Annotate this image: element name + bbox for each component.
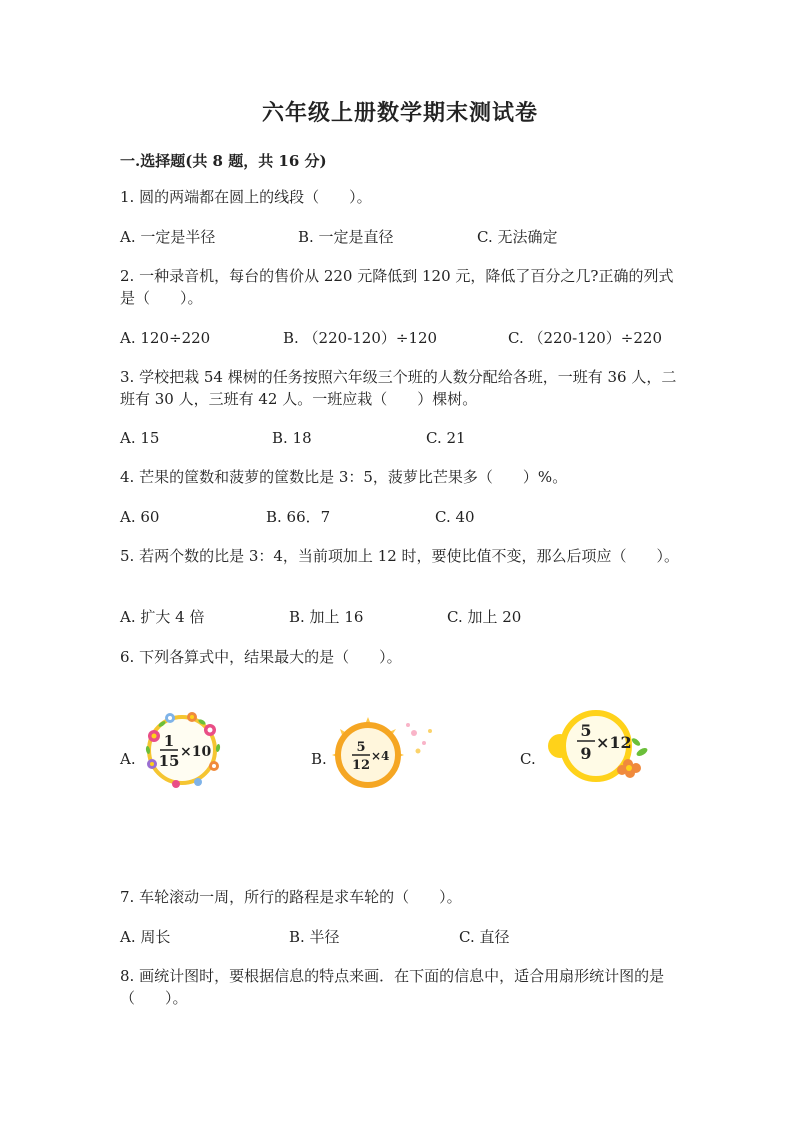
question-6: 6. 下列各算式中，结果最大的是（ ）。 [120, 648, 402, 666]
question-2: 2. 一种录音机，每台的售价从 220 元降低到 120 元，降低了百分之几?正确的列式是（ ）。 [120, 267, 674, 307]
question-8: 8. 画统计图时，要根据信息的特点来画．在下面的信息中，适合用扇形统计图的是（ ）。 [120, 967, 665, 1007]
q7-option-a[interactable]: A. 周长 [120, 928, 171, 946]
fraction-c-denominator: 9 [580, 744, 592, 763]
question-4: 4. 芒果的筐数和菠萝的筐数比是 3：5，菠萝比芒果多（ ）%。 [120, 468, 568, 486]
question-5: 5. 若两个数的比是 3：4，当前项加上 12 时，要使比值不变，那么后项应（ ）。 [120, 547, 680, 565]
q6-option-b[interactable]: B. [311, 750, 327, 768]
q2-option-b[interactable]: B. （220-120）÷120 [283, 329, 438, 347]
q6-option-c[interactable]: C. [520, 750, 536, 768]
page-title: 六年级上册数学期末测试卷 [261, 100, 538, 126]
fraction-c-numerator: 5 [580, 721, 592, 740]
q4-option-c[interactable]: C. 40 [435, 508, 475, 526]
q6-expression-c-image[interactable] [546, 706, 658, 790]
question-1: 1. 圆的两端都在圆上的线段（ ）。 [120, 188, 372, 206]
expression-c-multiplier: ×12 [596, 733, 632, 752]
q2-option-a[interactable]: A. 120÷220 [120, 329, 211, 347]
q1-option-c[interactable]: C. 无法确定 [477, 228, 558, 246]
fraction-b-numerator: 5 [356, 740, 366, 755]
section-heading: 一.选择题(共 8 题，共 16 分) [120, 152, 327, 170]
q2-option-c[interactable]: C. （220-120）÷220 [508, 329, 663, 347]
q3-option-b[interactable]: B. 18 [272, 429, 312, 447]
q6-option-a[interactable]: A. [120, 750, 136, 768]
q5-option-a[interactable]: A. 扩大 4 倍 [120, 608, 205, 626]
expression-a-multiplier: ×10 [180, 744, 212, 760]
q7-option-c[interactable]: C. 直径 [459, 928, 510, 946]
fraction-a-numerator: 1 [163, 732, 175, 750]
q6-expression-a-image[interactable] [140, 706, 224, 790]
q3-option-a[interactable]: A. 15 [120, 429, 160, 447]
question-3: 3. 学校把栽 54 棵树的任务按照六年级三个班的人数分配给各班，一班有 36 人，二班有 30 人，三班有 42 人。一班应栽（ ）棵树。 [120, 368, 677, 408]
q1-option-a[interactable]: A. 一定是半径 [120, 228, 216, 246]
q3-option-c[interactable]: C. 21 [426, 429, 466, 447]
q1-option-b[interactable]: B. 一定是直径 [298, 228, 394, 246]
q7-option-b[interactable]: B. 半径 [289, 928, 340, 946]
question-7: 7. 车轮滚动一周，所行的路程是求车轮的（ ）。 [120, 888, 462, 906]
q6-expression-b-image[interactable] [328, 713, 440, 793]
fraction-b-denominator: 12 [351, 758, 371, 773]
fraction-a-denominator: 15 [158, 752, 180, 770]
q5-option-c[interactable]: C. 加上 20 [447, 608, 522, 626]
expression-b-multiplier: ×4 [371, 749, 390, 763]
q5-option-b[interactable]: B. 加上 16 [289, 608, 364, 626]
q4-option-b[interactable]: B. 66．7 [266, 508, 331, 526]
q4-option-a[interactable]: A. 60 [120, 508, 160, 526]
sparkle-icon [406, 723, 432, 754]
